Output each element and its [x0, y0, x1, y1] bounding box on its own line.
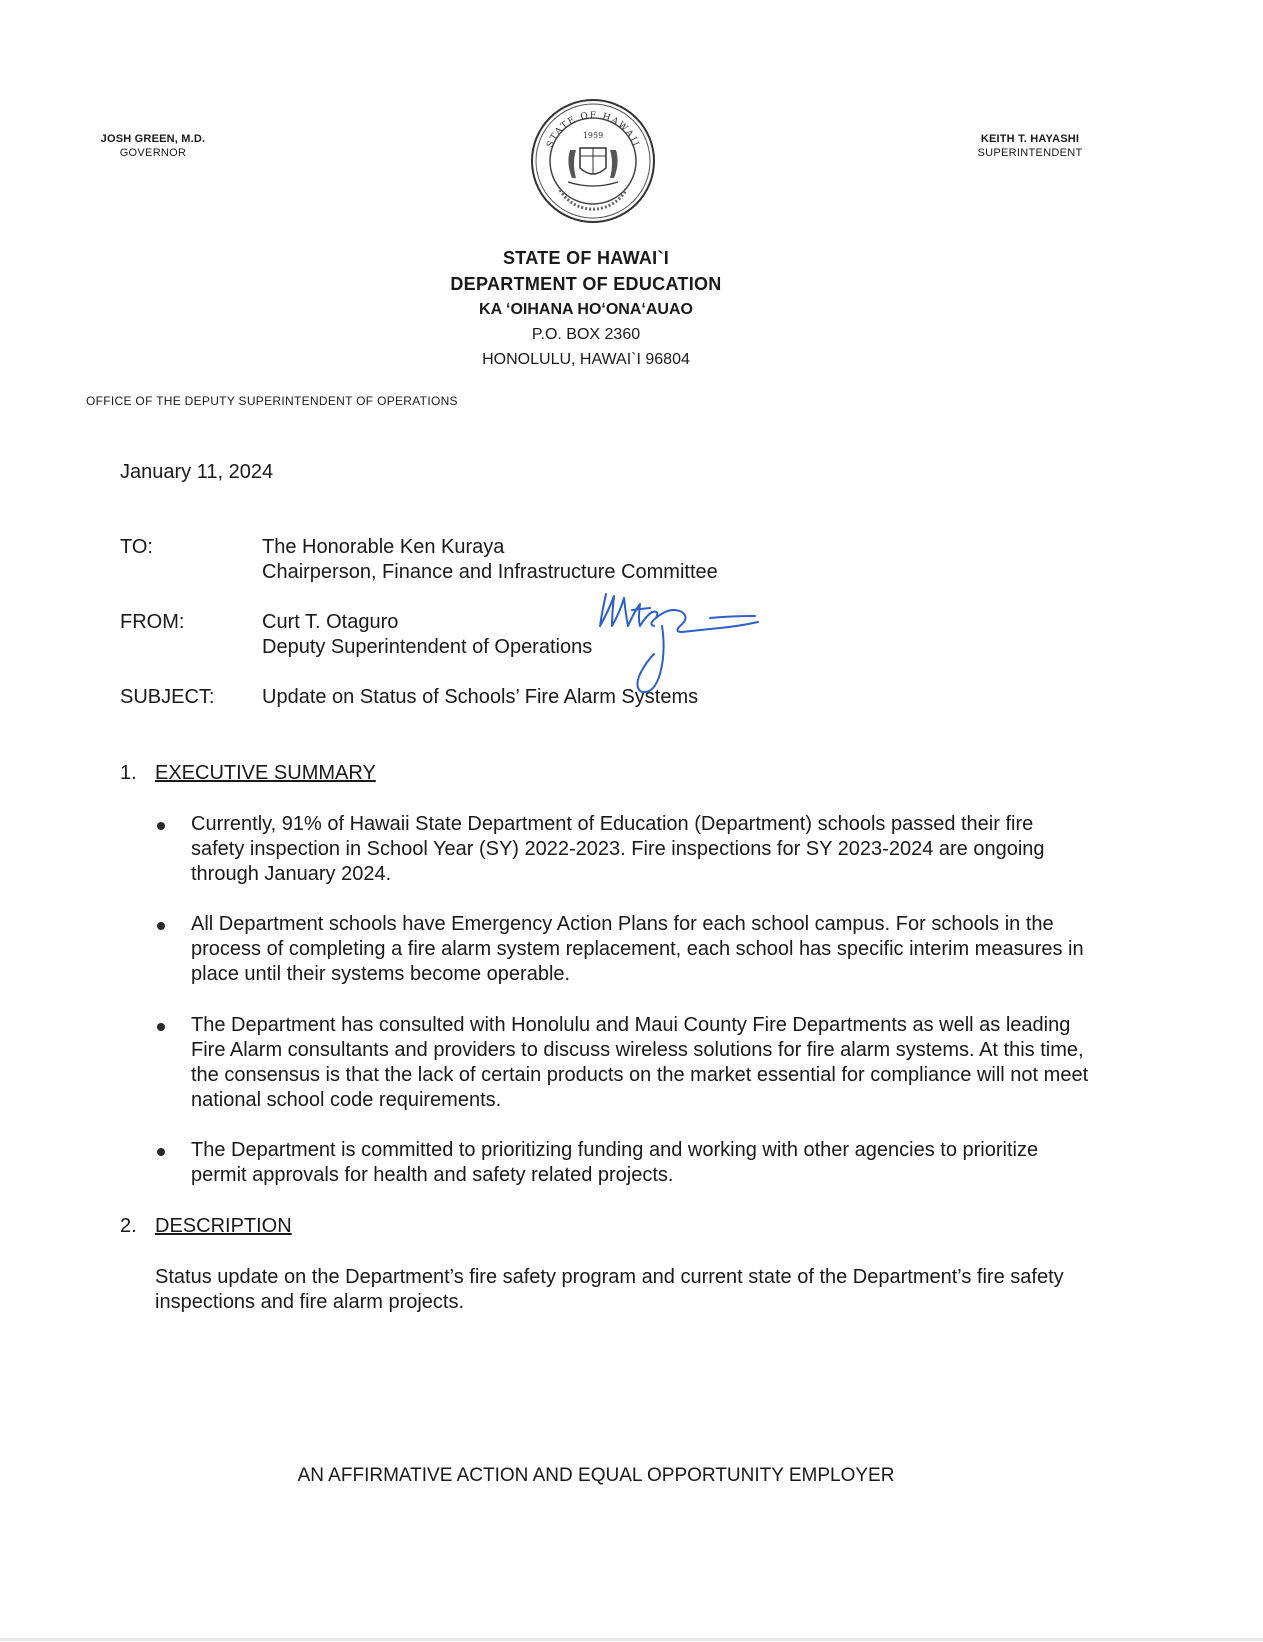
subject-label: SUBJECT: — [120, 686, 215, 708]
summary-bullet-2: All Department schools have Emergency Action Plans for each school campus. For schools in the process of completing a fire alarm system replacement, each school has specific interim measures in place until their systems become operable. — [191, 913, 1084, 985]
department-heading: DEPARTMENT OF EDUCATION — [450, 274, 722, 294]
signature-icon — [590, 582, 770, 712]
from-label: FROM: — [120, 611, 185, 633]
city-address: HONOLULU, HAWAI`I 96804 — [482, 351, 690, 368]
from-name: Curt T. Otaguro — [262, 611, 399, 633]
summary-bullet-1: Currently, 91% of Hawaii State Department of Education (Department) schools passed their fire safety inspection in School Year (SY) 2022-2023. Fire inspections for SY 2023-2024 are ongoing through January 2024. — [191, 813, 1045, 885]
memo-date: January 11, 2024 — [120, 461, 274, 483]
department-hawaiian: KA ‘OIHANA HO‘ONA‘AUAO — [479, 301, 693, 318]
bullet-icon — [157, 1148, 165, 1156]
governor-title: GOVERNOR — [119, 147, 187, 159]
bullet-icon — [157, 822, 165, 830]
seal-text-top: STATE OF HAWAII — [545, 110, 641, 150]
section-2-number: 2. — [120, 1215, 137, 1237]
to-title: Chairperson, Finance and Infrastructure Committee — [262, 561, 718, 583]
section-2-title: DESCRIPTION — [155, 1215, 292, 1237]
from-title: Deputy Superintendent of Operations — [262, 636, 593, 658]
page-edge — [0, 1638, 1263, 1641]
bullet-icon — [157, 1023, 165, 1031]
summary-bullet-4: The Department is committed to prioritizing funding and working with other agencies to prioritize permit approvals for health and safety related projects. — [191, 1139, 1039, 1186]
summary-bullet-3: The Department has consulted with Honolulu and Maui County Fire Departments as well as leading Fire Alarm consultants and providers to discuss wireless solutions for fire alarm systems. At this time, the consensus is that the lack of certain products on the market essential for compliance will not meet national school code requirements. — [191, 1014, 1089, 1111]
superintendent-title: SUPERINTENDENT — [977, 147, 1083, 159]
bullet-icon — [157, 922, 165, 930]
to-label: TO: — [120, 536, 153, 558]
footer-text: AN AFFIRMATIVE ACTION AND EQUAL OPPORTUNITY EMPLOYER — [297, 1465, 895, 1486]
subject-text: Update on Status of Schools’ Fire Alarm Systems — [262, 686, 699, 708]
office-name: OFFICE OF THE DEPUTY SUPERINTENDENT OF OPERATIONS — [86, 394, 458, 408]
to-name: The Honorable Ken Kuraya — [262, 536, 505, 558]
section-1-title: EXECUTIVE SUMMARY — [155, 762, 376, 784]
description-text: Status update on the Department’s fire safety program and current state of the Department’s fire safety inspections and fire alarm projects. — [155, 1266, 1064, 1313]
governor-name: JOSH GREEN, M.D. — [100, 133, 206, 145]
state-heading: STATE OF HAWAI`I — [502, 248, 670, 268]
po-box: P.O. BOX 2360 — [531, 326, 641, 343]
state-seal-icon — [530, 98, 656, 224]
superintendent-name: KEITH T. HAYASHI — [980, 133, 1080, 145]
section-1-number: 1. — [120, 762, 137, 784]
seal-year: 1959 — [582, 131, 604, 140]
